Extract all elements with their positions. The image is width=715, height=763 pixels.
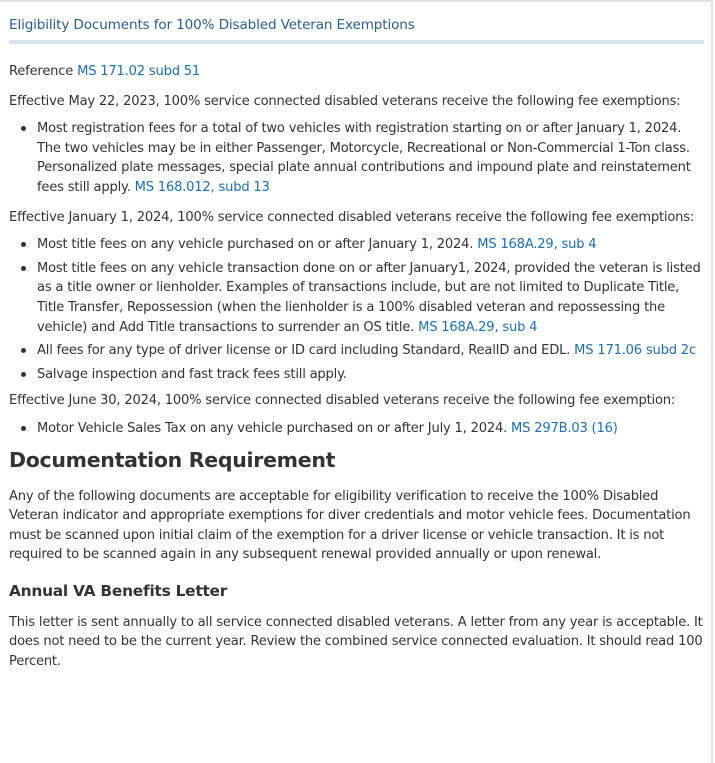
documentation-heading: Documentation Requirement <box>9 447 336 472</box>
bullet-icon <box>21 242 26 247</box>
list-item <box>9 365 704 385</box>
bullet-icon <box>21 426 26 431</box>
bullet-icon <box>21 126 26 131</box>
list-item-text: Most title fees on any vehicle purchased on or after January 1, 2024. <box>37 237 478 253</box>
list-item <box>9 119 704 197</box>
statute-link[interactable]: MS 168.012, subd 13 <box>134 179 270 195</box>
va-letter-heading: Annual VA Benefits Letter <box>9 581 228 600</box>
bullet-icon <box>21 348 26 353</box>
exemption-list <box>9 119 704 197</box>
bullet-icon <box>21 372 26 377</box>
list-item-text: Most registration fees for a total of two vehicles with registration starting on or after January 1, 2024. The two vehicles may be in either Passenger, Motorcycle, Recreational or Non-Commercial 1-Ton class. Personalized plate messages, special plate annual contributions and impound plate and reinstatement fees still apply. <box>37 121 691 195</box>
reference-line <box>9 62 704 82</box>
bullet-icon <box>21 266 26 271</box>
list-item-text: Salvage inspection and fast track fees still apply. <box>37 366 347 382</box>
list-item-text: All fees for any type of driver license or ID card including Standard, RealID and EDL. <box>37 343 575 359</box>
va-letter-body: This letter is sent annually to all service connected disabled veterans. A letter from any year is acceptable. It does not need to be the current year. Review the combined service connected evaluation. It should read 100 Percent. <box>9 614 703 670</box>
list-item-text: Motor Vehicle Sales Tax on any vehicle purchased on or after July 1, 2024. <box>37 420 512 436</box>
exemption-list <box>9 235 704 384</box>
list-item <box>9 235 704 255</box>
list-item <box>9 259 704 337</box>
statute-link[interactable]: MS 297B.03 (16) <box>511 420 618 436</box>
title-divider <box>9 40 704 44</box>
section-intro: Effective June 30, 2024, 100% service connected disabled veterans receive the following fee exemption: <box>9 393 676 409</box>
list-item <box>9 341 704 361</box>
section-intro: Effective May 22, 2023, 100% service connected disabled veterans receive the following fee exemptions: <box>9 93 681 109</box>
reference-label: Reference <box>9 64 78 79</box>
article-content <box>9 2 704 672</box>
list-item <box>9 419 704 439</box>
statute-link[interactable]: MS 171.06 subd 2c <box>574 343 696 359</box>
statute-link[interactable]: MS 168A.29, sub 4 <box>477 237 597 253</box>
statute-link[interactable]: MS 168A.29, sub 4 <box>418 319 538 335</box>
reference-link-ms-171-02[interactable]: MS 171.02 subd 51 <box>77 64 201 79</box>
documentation-body: Any of the following documents are acceptable for eligibility verification to receive the 100% Disabled Veteran indicator and appropriate exemptions for diver credentials and motor vehicle fees. Documentation must be scanned upon initial claim of the exemption for a driver license or vehicle transaction. It is not required to be scanned again in any subsequent renewal provided annually or upon renewal. <box>9 488 691 563</box>
list-item-text: Most title fees on any vehicle transaction done on or after January1, 2024, provided the veteran is listed as a title owner or lienholder. Examples of transactions include, but are not limited to Duplicate Title, Title Transfer, Repossession (when the lienholder is a 100% disabled veteran and repossessing the vehicle) and Add Title transactions to surrender an OS title. <box>37 260 701 335</box>
page-title: Eligibility Documents for 100% Disabled Veteran Exemptions <box>9 17 415 33</box>
section-intro: Effective January 1, 2024, 100% service connected disabled veterans receive the following fee exemptions: <box>9 209 695 225</box>
exemption-list <box>9 419 704 439</box>
